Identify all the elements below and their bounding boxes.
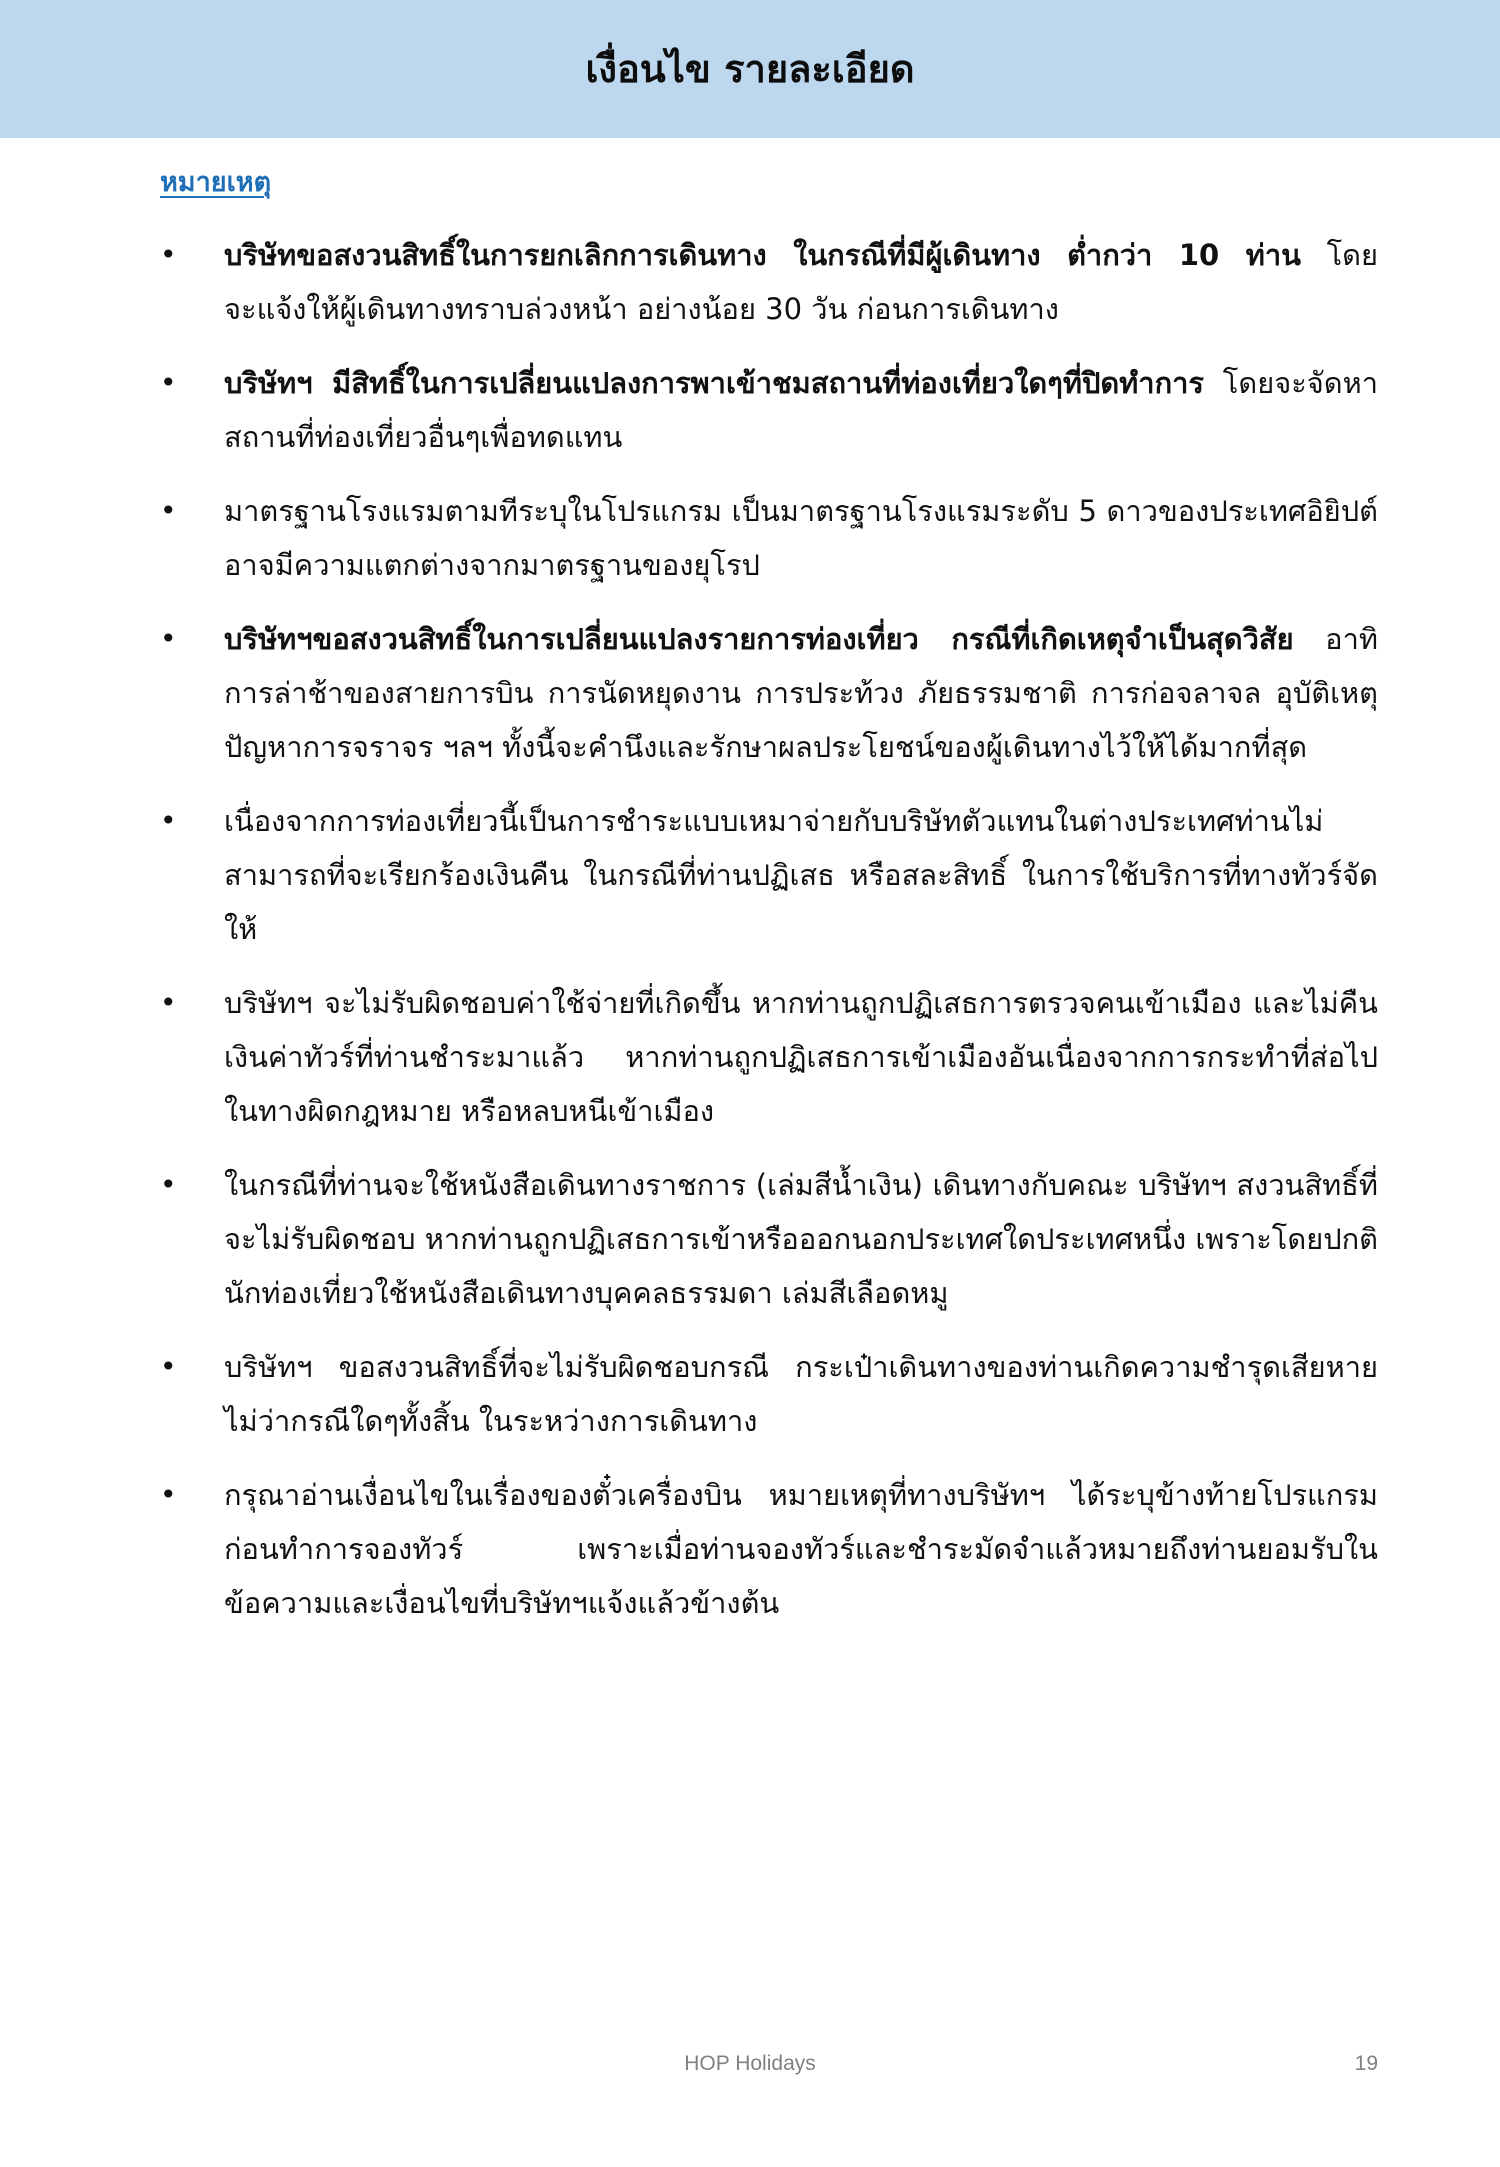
header-band xyxy=(0,0,1500,138)
note-text xyxy=(224,228,1378,336)
note-bold-text: บริษัทขอสงวนสิทธิ์ในการยกเลิกการเดินทาง ในกรณีที่มีผู้เดินทาง ต่ำกว่า 10 ท่าน xyxy=(224,238,1301,272)
bullet-icon: • xyxy=(160,1350,177,1383)
note-text xyxy=(224,1158,1378,1320)
note-regular-text: ในกรณีที่ท่านจะใช้หนังสือเดินทางราชการ (เล่มสีน้ำเงิน) เดินทางกับคณะ บริษัทฯ สงวนสิทธิ์ที่จะไม่รับผิดชอบ หากท่านถูกปฏิเสธการเข้าหรือออกนอกประเทศใดประเทศหนึ่ง เพราะโดยปกตินักท่องเที่ยวใช้หนังสือเดินทางบุคคลธรรมดา เล่มสีเลือดหมู xyxy=(224,1168,1379,1310)
note-regular-text: บริษัทฯ จะไม่รับผิดชอบค่าใช้จ่ายที่เกิดขึ้น หากท่านถูกปฏิเสธการตรวจคนเข้าเมือง และไม่คืนเงินค่าทัวร์ที่ท่านชำระมาแล้ว หากท่านถูกปฏิเสธการเข้าเมืองอันเนื่องจากการกระทำที่ส่อไปในทางผิดกฎหมาย หรือหลบหนีเข้าเมือง xyxy=(224,986,1378,1128)
bullet-icon: • xyxy=(160,1168,177,1201)
list-item xyxy=(160,612,1378,774)
note-regular-text: อาทิ การล่าช้าของสายการบิน การนัดหยุดงาน การประท้วง ภัยธรรมชาติ การก่อจลาจล อุบัติเหตุ ปัญหาการจราจร ฯลฯ ทั้งนี้จะคำนึงและรักษาผลประโยชน์ของผู้เดินทางไว้ให้ได้มากที่สุด xyxy=(224,622,1378,764)
note-bold-text: บริษัทฯ มีสิทธิ์ในการเปลี่ยนแปลงการพาเข้าชมสถานที่ท่องเที่ยวใดๆที่ปิดทำการ xyxy=(224,366,1205,400)
page-number: 19 xyxy=(1354,2052,1378,2075)
bullet-icon: • xyxy=(160,1478,177,1511)
notes-list xyxy=(160,228,1378,1630)
list-item xyxy=(160,1468,1378,1630)
bullet-icon: • xyxy=(160,238,177,271)
list-item xyxy=(160,356,1378,464)
list-item xyxy=(160,794,1378,956)
list-item xyxy=(160,228,1378,336)
bullet-icon: • xyxy=(160,804,177,837)
list-item xyxy=(160,484,1378,592)
note-text xyxy=(224,1468,1378,1630)
list-item xyxy=(160,1340,1378,1448)
note-text xyxy=(224,1340,1378,1448)
bullet-icon: • xyxy=(160,366,177,399)
note-bold-text: บริษัทฯขอสงวนสิทธิ์ในการเปลี่ยนแปลงรายการท่องเที่ยว กรณีที่เกิดเหตุจำเป็นสุดวิสัย xyxy=(224,622,1294,656)
note-text xyxy=(224,356,1378,464)
note-regular-text: โดยจะจัดหาสถานที่ท่องเที่ยวอื่นๆเพื่อทดแทน xyxy=(224,366,1378,454)
bullet-icon: • xyxy=(160,986,177,1019)
section-heading: หมายเหตุ xyxy=(160,167,272,198)
note-text xyxy=(224,484,1378,592)
page-title: เงื่อนไข รายละเอียด xyxy=(585,47,915,91)
note-regular-text: โดยจะแจ้งให้ผู้เดินทางทราบล่วงหน้า อย่างน้อย 30 วัน ก่อนการเดินทาง xyxy=(224,238,1378,326)
note-text xyxy=(224,794,1378,956)
note-regular-text: มาตรฐานโรงแรมตามทีระบุในโปรแกรม เป็นมาตรฐานโรงแรมระดับ 5 ดาวของประเทศอิยิปต์ อาจมีความแตกต่างจากมาตรฐานของยุโรป xyxy=(224,494,1378,582)
bullet-icon: • xyxy=(160,622,177,655)
bullet-icon: • xyxy=(160,494,177,527)
note-regular-text: บริษัทฯ ขอสงวนสิทธิ์ที่จะไม่รับผิดชอบกรณี กระเป๋าเดินทางของท่านเกิดความชำรุดเสียหาย ไม่ว่ากรณีใดๆทั้งสิ้น ในระหว่างการเดินทาง xyxy=(224,1350,1378,1438)
list-item xyxy=(160,1158,1378,1320)
footer-brand: HOP Holidays xyxy=(684,2052,816,2075)
list-item xyxy=(160,976,1378,1138)
note-text xyxy=(224,612,1378,774)
note-text xyxy=(224,976,1378,1138)
note-regular-text: เนื่องจากการท่องเที่ยวนี้เป็นการชำระแบบเหมาจ่ายกับบริษัทตัวแทนในต่างประเทศท่านไม่สามารถที่จะเรียกร้องเงินคืน ในกรณีที่ท่านปฏิเสธ หรือสละสิทธิ์ ในการใช้บริการที่ทางทัวร์จัดให้ xyxy=(224,804,1378,946)
note-regular-text: กรุณาอ่านเงื่อนไขในเรื่องของตั๋วเครื่องบิน หมายเหตุที่ทางบริษัทฯ ได้ระบุข้างท้ายโปรแกรม ก่อนทำการจองทัวร์ เพราะเมื่อท่านจองทัวร์และชำระมัดจำแล้วหมายถึงท่านยอมรับในข้อความและเงื่อนไขที่บริษัทฯแจ้งแล้วข้างต้น xyxy=(224,1478,1378,1620)
